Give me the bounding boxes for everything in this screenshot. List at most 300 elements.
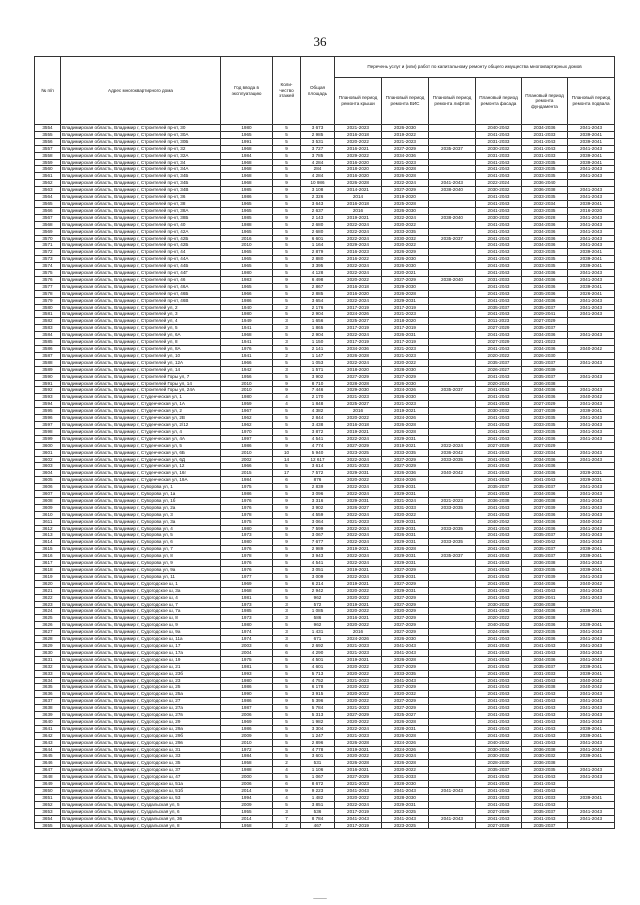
row-number: 3570 bbox=[35, 235, 61, 242]
row-basement bbox=[568, 352, 615, 359]
row-roof: 2016 bbox=[335, 207, 382, 214]
row-vis: 2029-2031 bbox=[382, 297, 429, 304]
row-vis: 2025-2028 bbox=[382, 200, 429, 207]
row-address: Владимирская область, Владимир г, Судогодское ш, 37 bbox=[61, 767, 221, 774]
row-foundation: 2035-2037 bbox=[522, 373, 568, 380]
row-vis: 2029-2031 bbox=[382, 518, 429, 525]
row-foundation: 2035-2037 bbox=[522, 808, 568, 815]
row-lifts bbox=[429, 477, 476, 484]
row-basement: 2041-2043 bbox=[568, 421, 615, 428]
row-foundation: 2034-2036 bbox=[522, 242, 568, 249]
table-row bbox=[35, 815, 615, 822]
row-vis: 2027-2029 bbox=[382, 567, 429, 574]
row-year: 1949 bbox=[221, 318, 273, 325]
row-number: 3614 bbox=[35, 539, 61, 546]
row-address: Владимирская область, Владимир г, Суворова ул, 2а bbox=[61, 504, 221, 511]
row-lifts bbox=[429, 808, 476, 815]
table-row bbox=[35, 207, 615, 214]
row-roof: 2029-2022 bbox=[335, 152, 382, 159]
row-vis: 2026-2030 bbox=[382, 380, 429, 387]
row-number: 3601 bbox=[35, 449, 61, 456]
row-basement bbox=[568, 380, 615, 387]
table-row bbox=[35, 332, 615, 339]
row-year: 1976 bbox=[221, 497, 273, 504]
row-facade: 2041-2043 bbox=[476, 373, 522, 380]
row-lifts bbox=[429, 705, 476, 712]
row-roof: 2022-2024 bbox=[335, 573, 382, 580]
table-row bbox=[35, 649, 615, 656]
row-year: 1980 bbox=[221, 622, 273, 629]
row-address: Владимирская область, Владимир г, Строителей пр-кт, 42А bbox=[61, 228, 221, 235]
row-facade: 2022-2024 bbox=[476, 180, 522, 187]
row-facade: 2041-2043 bbox=[476, 788, 522, 795]
row-address: Владимирская область, Владимир г, Студенческая ул, 12 bbox=[61, 463, 221, 470]
row-year: 1968 bbox=[221, 173, 273, 180]
row-year: 1986 bbox=[221, 698, 273, 705]
row-floors: 9 bbox=[273, 214, 301, 221]
table-row bbox=[35, 421, 615, 428]
row-foundation: 2027-2029 bbox=[522, 401, 568, 408]
row-facade: 2041-2043 bbox=[476, 525, 522, 532]
row-lifts bbox=[429, 746, 476, 753]
row-area: 5 940 bbox=[301, 449, 335, 456]
row-area: 2 989 bbox=[301, 546, 335, 553]
table-row bbox=[35, 125, 615, 132]
row-address: Владимирская область, Владимир г, Судогодское ш, 53 bbox=[61, 794, 221, 801]
row-vis: 2027-2029 bbox=[382, 594, 429, 601]
row-address: Владимирская область, Владимир г, Суворова ул, 11 bbox=[61, 573, 221, 580]
table-row bbox=[35, 587, 615, 594]
row-foundation: 2041-2043 bbox=[522, 477, 568, 484]
row-facade: 2041-2043 bbox=[476, 173, 522, 180]
row-number: 3583 bbox=[35, 325, 61, 332]
row-lifts: 2040-2042 bbox=[429, 470, 476, 477]
row-roof: 2019-2021 bbox=[335, 214, 382, 221]
row-facade: 2041-2043 bbox=[476, 718, 522, 725]
row-basement: 2041-2043 bbox=[568, 235, 615, 242]
header-floors: Коли-чество этажей bbox=[273, 57, 301, 125]
row-floors: 5 bbox=[273, 131, 301, 138]
table-row bbox=[35, 145, 615, 152]
row-basement: 2041-2043 bbox=[568, 194, 615, 201]
row-year: 1941 bbox=[221, 352, 273, 359]
row-foundation: 2037-2039 bbox=[522, 504, 568, 511]
row-address: Владимирская область, Владимир г, Строителей пр-кт, 46В bbox=[61, 297, 221, 304]
row-vis: 2026-2028 bbox=[382, 546, 429, 553]
row-number: 3578 bbox=[35, 290, 61, 297]
row-area: 962 bbox=[301, 622, 335, 629]
row-facade: 2011-2023 bbox=[476, 318, 522, 325]
row-foundation: 2035-2037 bbox=[522, 822, 568, 829]
table-row bbox=[35, 746, 615, 753]
row-basement: 2041-2043 bbox=[568, 739, 615, 746]
row-facade: 2024-2026 bbox=[476, 629, 522, 636]
row-address: Владимирская область, Владимир г, Строителей пр-кт, 34Б bbox=[61, 180, 221, 187]
row-year: 2009 bbox=[221, 732, 273, 739]
table-row bbox=[35, 808, 615, 815]
row-address: Владимирская область, Владимир г, Строителей пр-кт, 42Б bbox=[61, 235, 221, 242]
row-year: 1988 bbox=[221, 221, 273, 228]
row-basement bbox=[568, 463, 615, 470]
row-basement: 2016-2020 bbox=[568, 207, 615, 214]
row-basement: 2041-2043 bbox=[568, 712, 615, 719]
row-floors: 3 bbox=[273, 636, 301, 643]
row-address: Владимирская область, Владимир г, Строителей пр-кт, 46А bbox=[61, 283, 221, 290]
table-row bbox=[35, 642, 615, 649]
footer-mark: ____ bbox=[313, 893, 327, 899]
row-lifts bbox=[429, 649, 476, 656]
row-vis: 2022-2024 bbox=[382, 753, 429, 760]
row-floors: 2 bbox=[273, 352, 301, 359]
row-basement: 2041-2043 bbox=[568, 449, 615, 456]
row-year: 1984 bbox=[221, 477, 273, 484]
row-area: 586 bbox=[301, 615, 335, 622]
row-basement: 2039-2041 bbox=[568, 152, 615, 159]
page-number: 36 bbox=[313, 34, 327, 49]
row-year: 1975 bbox=[221, 484, 273, 491]
row-foundation: 2041-2043 bbox=[522, 718, 568, 725]
row-address: Владимирская область, Владимир г, Строителей ул, 6А bbox=[61, 332, 221, 339]
row-floors: 10 bbox=[273, 449, 301, 456]
row-lifts: 2036-2042 bbox=[429, 449, 476, 456]
table-row bbox=[35, 656, 615, 663]
row-year: 1974 bbox=[221, 636, 273, 643]
row-area: 4 290 bbox=[301, 649, 335, 656]
row-foundation: 2034-2036 bbox=[522, 511, 568, 518]
row-lifts bbox=[429, 249, 476, 256]
row-basement bbox=[568, 339, 615, 346]
row-roof: 2020-2022 bbox=[335, 622, 382, 629]
row-number: 3557 bbox=[35, 145, 61, 152]
row-facade: 2041-2043 bbox=[476, 470, 522, 477]
row-floors: 5 bbox=[273, 753, 301, 760]
row-vis: 2024-2026 bbox=[382, 739, 429, 746]
row-basement bbox=[568, 601, 615, 608]
row-basement: 2039-2041 bbox=[568, 546, 615, 553]
row-year: 1985 bbox=[221, 187, 273, 194]
row-foundation: 2033-2035 bbox=[522, 263, 568, 270]
header-vis: Плановый период ремонта ВИС bbox=[382, 78, 429, 125]
row-foundation: 2021-2023 bbox=[522, 339, 568, 346]
table-row bbox=[35, 615, 615, 622]
row-vis: 2021-2023 bbox=[382, 401, 429, 408]
repair-schedule-table bbox=[34, 56, 615, 829]
row-roof: 2016 bbox=[335, 408, 382, 415]
row-floors: 5 bbox=[273, 712, 301, 719]
row-facade: 2041-2043 bbox=[476, 504, 522, 511]
row-address: Владимирская область, Владимир г, Суворова ул, 1б bbox=[61, 497, 221, 504]
row-floors: 5 bbox=[273, 670, 301, 677]
row-vis: 2031-2033 bbox=[382, 504, 429, 511]
table-row bbox=[35, 200, 615, 207]
row-number: 3567 bbox=[35, 214, 61, 221]
row-number: 3641 bbox=[35, 725, 61, 732]
row-roof: 2029-2030 bbox=[335, 387, 382, 394]
row-year: 1980 bbox=[221, 125, 273, 132]
row-lifts: 2041-2043 bbox=[429, 180, 476, 187]
row-area: 467 bbox=[301, 822, 335, 829]
row-lifts bbox=[429, 732, 476, 739]
row-year: 1988 bbox=[221, 767, 273, 774]
row-number: 3600 bbox=[35, 442, 61, 449]
table-header bbox=[35, 57, 615, 125]
table-row bbox=[35, 276, 615, 283]
row-vis: 2026-2028 bbox=[382, 718, 429, 725]
row-year: 1991 bbox=[221, 138, 273, 145]
row-basement: 2026-2041 bbox=[568, 290, 615, 297]
row-area: 3 785 bbox=[301, 152, 335, 159]
row-area: 3 902 bbox=[301, 504, 335, 511]
row-foundation: 2036-2038 bbox=[522, 380, 568, 387]
row-area: 1 656 bbox=[301, 318, 335, 325]
row-address: Владимирская область, Владимир г, Суздальская ул, 6 bbox=[61, 808, 221, 815]
row-address: Владимирская область, Владимир г, Студенческая ул, 2 bbox=[61, 408, 221, 415]
row-area: 3 902 bbox=[301, 373, 335, 380]
row-year: 1986 bbox=[221, 297, 273, 304]
row-vis: 2041-2043 bbox=[382, 815, 429, 822]
row-lifts: 2035-2037 bbox=[429, 235, 476, 242]
row-foundation: 2034-2036 bbox=[522, 283, 568, 290]
row-basement: 2041-2043 bbox=[568, 629, 615, 636]
row-number: 3619 bbox=[35, 573, 61, 580]
row-basement: 2039-2041 bbox=[568, 138, 615, 145]
row-floors: 5 bbox=[273, 739, 301, 746]
row-vis: 2023-2025 bbox=[382, 808, 429, 815]
row-basement: 2039-2041 bbox=[568, 159, 615, 166]
row-lifts bbox=[429, 207, 476, 214]
row-roof: 2017-2019 bbox=[335, 339, 382, 346]
row-vis: 2026-2028 bbox=[382, 428, 429, 435]
row-number: 3621 bbox=[35, 587, 61, 594]
row-foundation: 2036-2040 bbox=[522, 180, 568, 187]
row-basement bbox=[568, 442, 615, 449]
row-lifts: 2033-2035 bbox=[429, 539, 476, 546]
table-row bbox=[35, 290, 615, 297]
row-year: 2002 bbox=[221, 456, 273, 463]
row-foundation: 2033-2035 bbox=[522, 159, 568, 166]
row-number: 3568 bbox=[35, 221, 61, 228]
row-year: 1969 bbox=[221, 580, 273, 587]
row-roof: 2027-2029 bbox=[335, 373, 382, 380]
row-facade: 2040-2042 bbox=[476, 622, 522, 629]
table-row bbox=[35, 504, 615, 511]
row-address: Владимирская область, Владимир г, Строителей пр-кт, 36 bbox=[61, 194, 221, 201]
row-basement: 2039-2041 bbox=[568, 256, 615, 263]
row-floors: 9 bbox=[273, 387, 301, 394]
row-lifts bbox=[429, 304, 476, 311]
row-address: Владимирская область, Владимир г, Студенческая ул, 16г bbox=[61, 470, 221, 477]
row-facade: 2041-2043 bbox=[476, 332, 522, 339]
row-facade: 2031-2033 bbox=[476, 276, 522, 283]
row-area: 1 982 bbox=[301, 718, 335, 725]
row-facade: 2027-2029 bbox=[476, 808, 522, 815]
row-roof: 2019-2021 bbox=[335, 580, 382, 587]
row-floors: 3 bbox=[273, 339, 301, 346]
row-address: Владимирская область, Владимир г, Строителей ул, 5 bbox=[61, 325, 221, 332]
table-row bbox=[35, 518, 615, 525]
row-address: Владимирская область, Владимир г, Судогодское ш, 25а bbox=[61, 691, 221, 698]
row-roof: 2041-2043 bbox=[335, 815, 382, 822]
row-floors: 9 bbox=[273, 235, 301, 242]
row-roof: 2026-2028 bbox=[335, 739, 382, 746]
header-lifts: Плановый период ремонта лифтов bbox=[429, 78, 476, 125]
row-vis: 2027-2029 bbox=[382, 187, 429, 194]
row-basement: 2041-2043 bbox=[568, 491, 615, 498]
row-roof: 2021-2023 bbox=[335, 677, 382, 684]
row-roof: 2020-2022 bbox=[335, 691, 382, 698]
row-facade: 2041-2043 bbox=[476, 221, 522, 228]
row-basement bbox=[568, 325, 615, 332]
row-area: 3 064 bbox=[301, 518, 335, 525]
row-basement bbox=[568, 781, 615, 788]
row-area: 2 839 bbox=[301, 484, 335, 491]
row-vis: 2027-2029 bbox=[382, 622, 429, 629]
row-floors: 5 bbox=[273, 801, 301, 808]
row-number: 3554 bbox=[35, 125, 61, 132]
row-area: 2 844 bbox=[301, 415, 335, 422]
row-floors: 5 bbox=[273, 573, 301, 580]
row-number: 3606 bbox=[35, 484, 61, 491]
row-floors: 9 bbox=[273, 187, 301, 194]
row-lifts bbox=[429, 622, 476, 629]
row-foundation: 2041-2043 bbox=[522, 587, 568, 594]
row-area: 3 643 bbox=[301, 200, 335, 207]
table-row bbox=[35, 152, 615, 159]
table-row bbox=[35, 228, 615, 235]
row-address: Владимирская область, Владимир г, Строителей пр-кт, 30А bbox=[61, 131, 221, 138]
row-facade: 2041-2043 bbox=[476, 594, 522, 601]
row-vis: 2019-2020 bbox=[382, 194, 429, 201]
row-year: 1968 bbox=[221, 145, 273, 152]
table-row bbox=[35, 525, 615, 532]
row-address: Владимирская область, Владимир г, Суворова ул, 8 bbox=[61, 553, 221, 560]
row-lifts bbox=[429, 491, 476, 498]
row-year: 1965 bbox=[221, 249, 273, 256]
row-lifts bbox=[429, 677, 476, 684]
row-address: Владимирская область, Владимир г, Судогодское ш, 35 bbox=[61, 760, 221, 767]
row-roof: 2020-2022 bbox=[335, 276, 382, 283]
table-row bbox=[35, 249, 615, 256]
row-facade: 2041-2043 bbox=[476, 387, 522, 394]
row-facade: 2031-2033 bbox=[476, 152, 522, 159]
row-roof: 2016-2021 bbox=[335, 145, 382, 152]
table-row bbox=[35, 573, 615, 580]
row-roof: 2021-2023 bbox=[335, 125, 382, 132]
row-facade: 2041-2043 bbox=[476, 684, 522, 691]
row-lifts bbox=[429, 822, 476, 829]
row-number: 3574 bbox=[35, 263, 61, 270]
row-foundation: 2037-2039 bbox=[522, 573, 568, 580]
row-facade: 2026-2027 bbox=[476, 366, 522, 373]
row-address: Владимирская область, Владимир г, Судогодское ш, 21 bbox=[61, 663, 221, 670]
row-number: 3625 bbox=[35, 615, 61, 622]
row-vis: 2022-2024 bbox=[382, 180, 429, 187]
row-lifts: 2035-2037 bbox=[429, 387, 476, 394]
row-lifts: 2035-2037 bbox=[429, 553, 476, 560]
row-basement bbox=[568, 318, 615, 325]
row-lifts bbox=[429, 263, 476, 270]
row-facade: 2041-2043 bbox=[476, 587, 522, 594]
row-number: 3616 bbox=[35, 553, 61, 560]
row-address: Владимирская область, Владимир г, Судогодское ш, 3а bbox=[61, 587, 221, 594]
row-lifts bbox=[429, 256, 476, 263]
row-foundation: 2034-2036 bbox=[522, 608, 568, 615]
row-facade: 2041-2043 bbox=[476, 656, 522, 663]
row-roof: 2024-2026 bbox=[335, 311, 382, 318]
row-roof: 2021-2023 bbox=[335, 518, 382, 525]
row-number: 3593 bbox=[35, 394, 61, 401]
row-address: Владимирская область, Владимир г, Судогодское ш, 31 bbox=[61, 746, 221, 753]
row-number: 3561 bbox=[35, 173, 61, 180]
row-area: 2 942 bbox=[301, 587, 335, 594]
row-foundation: 2034-2036 bbox=[522, 470, 568, 477]
row-vis: 2028-2031 bbox=[382, 725, 429, 732]
row-floors: 5 bbox=[273, 511, 301, 518]
row-lifts bbox=[429, 532, 476, 539]
row-lifts bbox=[429, 131, 476, 138]
table-row bbox=[35, 760, 615, 767]
row-facade: 2041-2043 bbox=[476, 698, 522, 705]
row-vis: 2026-2030 bbox=[382, 256, 429, 263]
row-basement: 2039-2041 bbox=[568, 670, 615, 677]
row-number: 3584 bbox=[35, 332, 61, 339]
table-row bbox=[35, 428, 615, 435]
row-facade: 2041-2043 bbox=[476, 428, 522, 435]
row-lifts bbox=[429, 415, 476, 422]
row-basement bbox=[568, 822, 615, 829]
row-address: Владимирская область, Владимир г, Строителей ул, 8А bbox=[61, 346, 221, 353]
row-address: Владимирская область, Владимир г, Строителей Горы ул, 7 bbox=[61, 373, 221, 380]
table-body bbox=[35, 125, 615, 829]
row-vis: 2033-2035 bbox=[382, 449, 429, 456]
row-vis: 2021-2023 bbox=[382, 311, 429, 318]
row-facade: 2041-2043 bbox=[476, 511, 522, 518]
row-basement: 2041-2043 bbox=[568, 415, 615, 422]
row-lifts: 2033-2035 bbox=[429, 525, 476, 532]
row-roof: 2022-2024 bbox=[335, 270, 382, 277]
row-year: 2010 bbox=[221, 449, 273, 456]
row-number: 3587 bbox=[35, 352, 61, 359]
row-year: 1978 bbox=[221, 511, 273, 518]
row-foundation: 2037-2039 bbox=[522, 408, 568, 415]
row-floors: 17 bbox=[273, 470, 301, 477]
row-roof: 2022-2024 bbox=[335, 456, 382, 463]
row-lifts bbox=[429, 173, 476, 180]
row-foundation: 2034-2036 bbox=[522, 580, 568, 587]
row-roof: 2019-2021 bbox=[335, 656, 382, 663]
row-address: Владимирская область, Владимир г, Строителей Горы ул, 24А bbox=[61, 387, 221, 394]
row-area: 2 896 bbox=[301, 739, 335, 746]
row-floors: 5 bbox=[273, 311, 301, 318]
row-foundation: 2035-2037 bbox=[522, 304, 568, 311]
row-year: 1980 bbox=[221, 539, 273, 546]
row-roof: 2016-2018 bbox=[335, 131, 382, 138]
row-number: 3579 bbox=[35, 297, 61, 304]
row-area: 4 541 bbox=[301, 435, 335, 442]
row-facade: 2041-2043 bbox=[476, 642, 522, 649]
row-lifts bbox=[429, 684, 476, 691]
table-row bbox=[35, 138, 615, 145]
row-foundation: 2035-2037 bbox=[522, 532, 568, 539]
row-vis: 2029-2031 bbox=[382, 484, 429, 491]
row-year: 1986 bbox=[221, 491, 273, 498]
row-address: Владимирская область, Владимир г, Суздальская ул, 8 bbox=[61, 822, 221, 829]
row-number: 3650 bbox=[35, 788, 61, 795]
row-vis: 2026-2028 bbox=[382, 732, 429, 739]
row-address: Владимирская область, Владимир г, Строителей пр-кт, 30 bbox=[61, 125, 221, 132]
row-area: 2 879 bbox=[301, 249, 335, 256]
row-number: 3631 bbox=[35, 656, 61, 663]
